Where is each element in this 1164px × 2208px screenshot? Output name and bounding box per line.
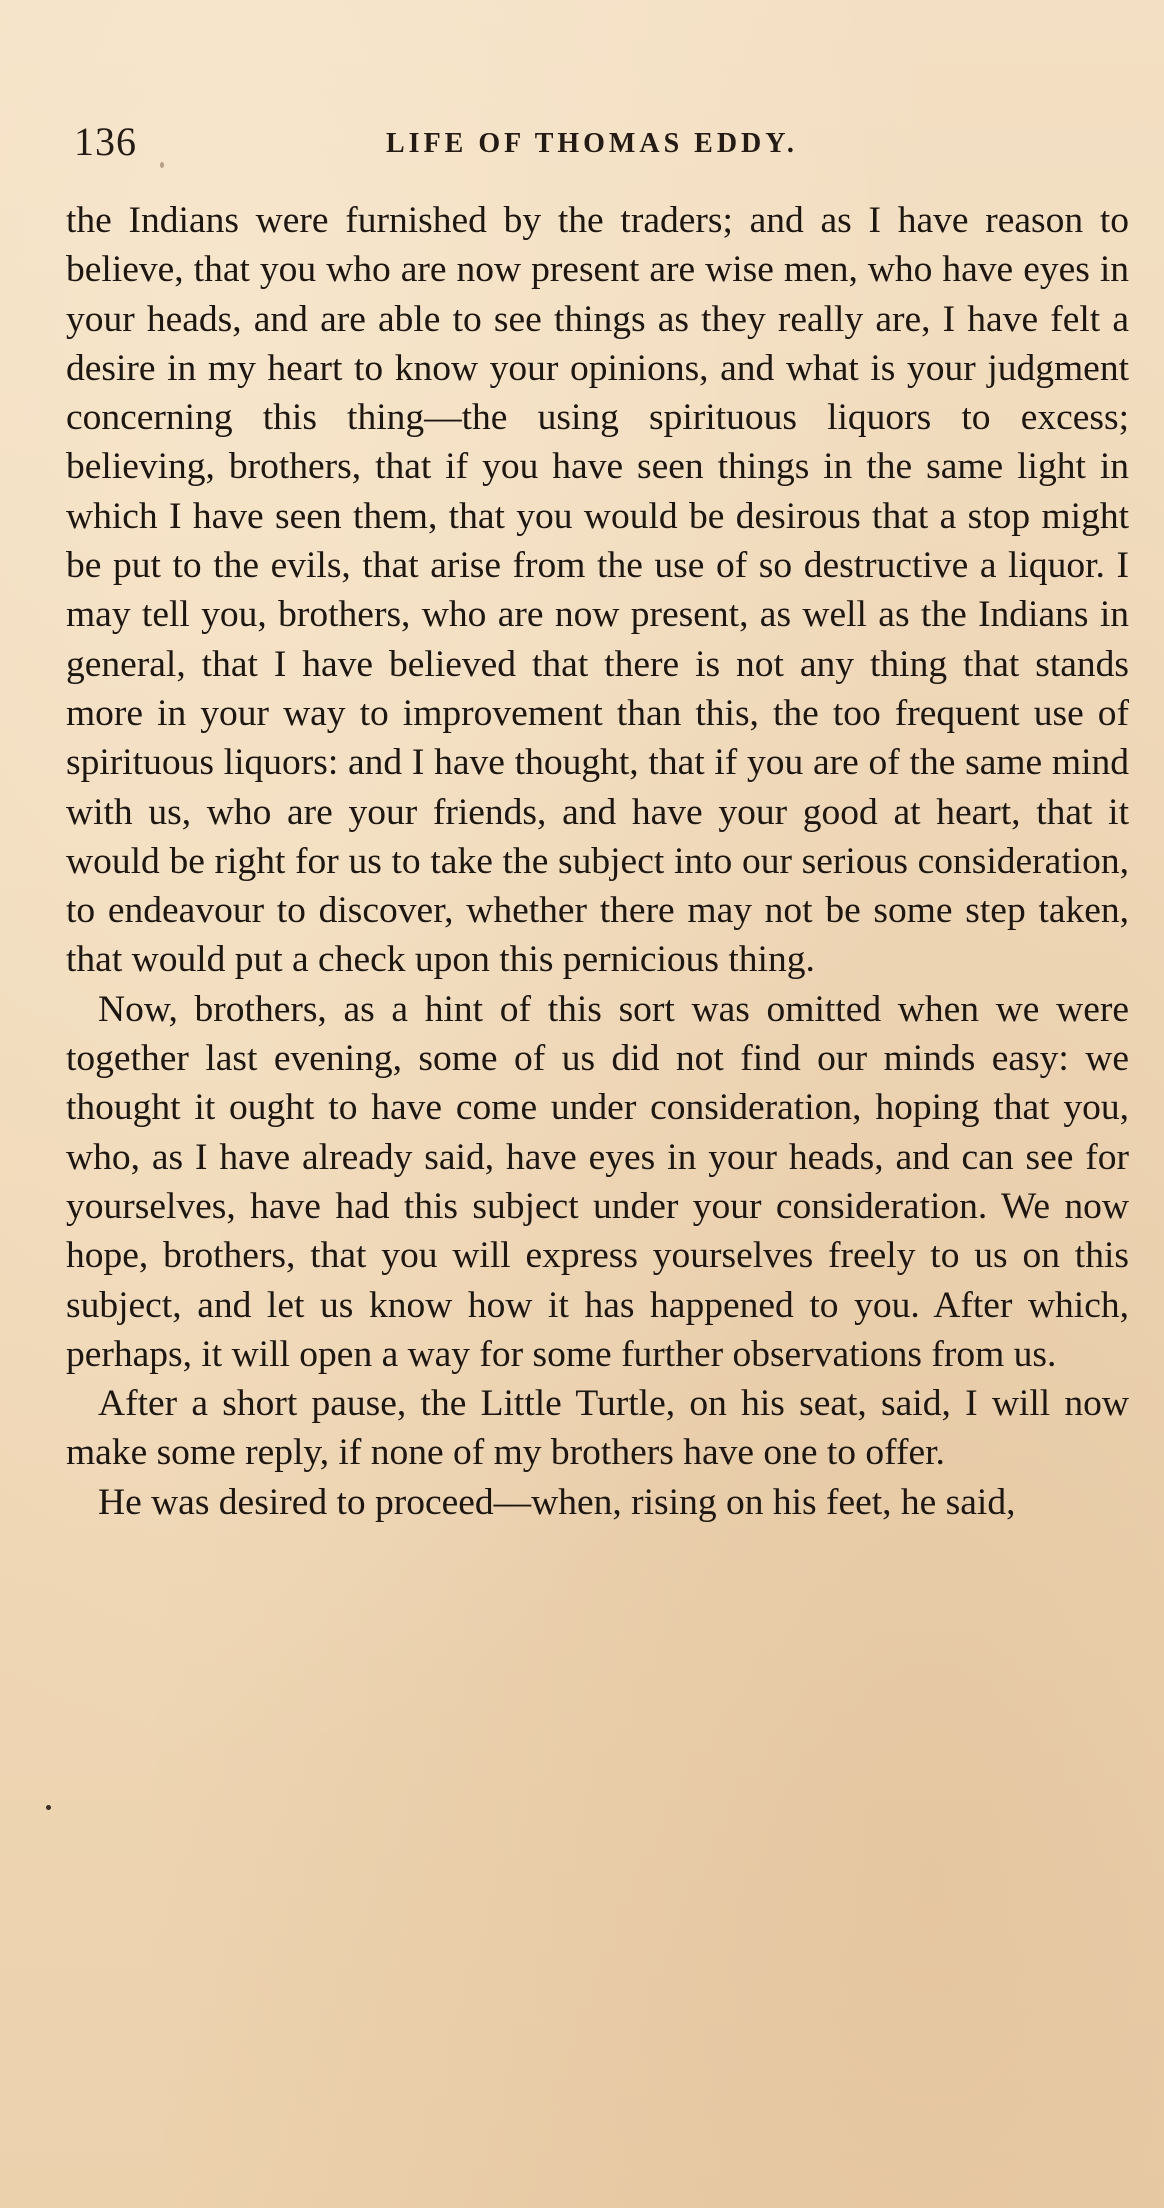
paragraph: He was desired to proceed—when, rising on his feet, he said, xyxy=(98,1481,1016,1523)
margin-dot xyxy=(46,1805,51,1810)
paragraph: After a short pause, the Little Turtle, on his seat, said, I will now make some reply, if none of my brothers have one to offer. xyxy=(66,1383,1129,1474)
page-number: 136 xyxy=(74,119,137,164)
page-body xyxy=(66,196,1129,1527)
ink-speck xyxy=(160,162,164,168)
paragraph: Now, brothers, as a hint of this sort was omitted when we were together last evening, some of us did not find our minds easy: we thought it ought to have come under consideration, hoping that you, who, as I have already said, have eyes in your heads, and can see for yourselves, have had this subject under your consideration. We now hope, brothers, that you will express yourselves freely to us on this subject, and let us know how it has happened to you. After which, perhaps, it will open a way for some further observations from us. xyxy=(66,988,1129,1375)
paragraph-continuation: the Indians were furnished by the traders; and as I have reason to believe, that you who are now present are wise men, who have eyes in your heads, and are able to see things as they really are, I have felt a desire in my heart to know your opinions, and what is your judgment concerning this thing—the using spirituous liquors to excess; believing, brothers, that if you have seen things in the same light in which I have seen them, that you would be desirous that a stop might be put to the evils, that arise from the use of so destructive a liquor. I may tell you, brothers, who are now present, as well as the Indians in general, that I have believed that there is not any thing that stands more in your way to improvement than this, the too frequent use of spirituous liquors: and I have thought, that if you are of the same mind with us, who are your friends, and have your good at heart, that it would be right for us to take the subject into our serious consideration, to endeavour to discover, whether there may not be some step taken, that would put a check upon this pernicious thing. xyxy=(66,200,1129,981)
running-head: LIFE OF THOMAS EDDY. xyxy=(386,128,798,159)
page-header xyxy=(66,118,1126,168)
